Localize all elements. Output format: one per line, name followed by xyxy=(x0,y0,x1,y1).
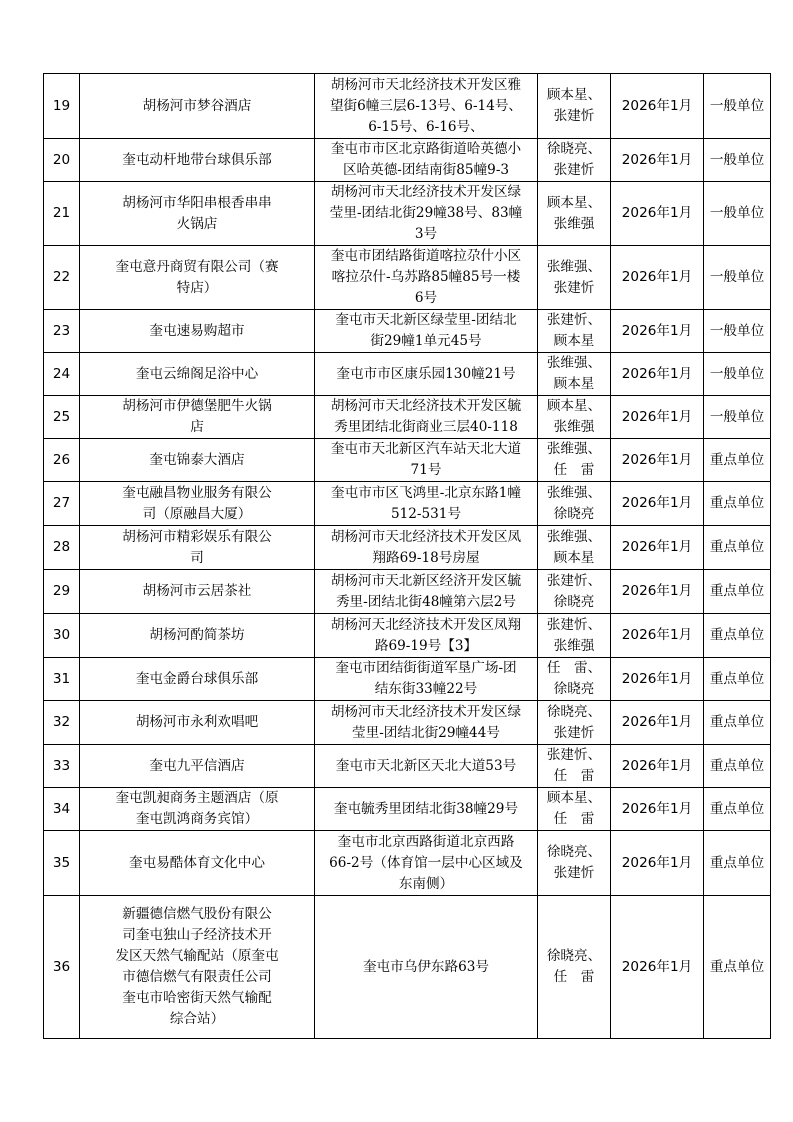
address-cell xyxy=(315,482,538,526)
unit-name-cell-line: 胡杨河市永利欢唱吧 xyxy=(135,714,259,730)
table-row xyxy=(44,614,771,658)
table-row xyxy=(44,353,771,396)
address-cell-line: 莹里-团结北街29幢44号 xyxy=(352,724,500,741)
table-row xyxy=(44,439,771,482)
date-cell: 2026年1月 xyxy=(611,788,704,831)
unit-name-cell-line: 奎屯云绵阁足浴中心 xyxy=(135,365,259,382)
inspectors-cell-line: 徐晓亮、 xyxy=(546,948,602,964)
table-row xyxy=(44,310,771,353)
address-cell xyxy=(315,526,538,570)
inspectors-cell-line: 张建忻 xyxy=(553,279,595,296)
inspectors-cell-line: 顾本星 xyxy=(553,333,595,349)
address-cell-line: 街29幢1单元45号 xyxy=(370,333,482,349)
inspectors-cell-line: 张维强、 xyxy=(546,484,602,501)
row-number-cell: 24 xyxy=(44,353,80,396)
unit-type-cell: 重点单位 xyxy=(704,570,771,614)
address-cell-line: 奎屯市团结街街道军垦广场-团 xyxy=(335,660,517,676)
unit-name-cell xyxy=(80,788,315,831)
address-cell xyxy=(315,74,538,139)
inspectors-cell-line: 顾本星、 xyxy=(546,398,602,414)
inspectors-cell-line: 张建忻、 xyxy=(546,572,602,589)
inspectors-cell xyxy=(538,74,611,139)
unit-type-cell: 重点单位 xyxy=(704,614,771,658)
unit-name-cell-line: 胡杨河市伊德堡肥牛火锅 xyxy=(122,398,272,414)
inspectors-cell-line: 任 雷 xyxy=(553,462,595,478)
inspectors-cell-line: 徐晓亮、 xyxy=(546,141,602,157)
address-cell-line: 奎屯市天北新区绿莹里-团结北 xyxy=(335,312,517,328)
row-number-cell: 19 xyxy=(44,74,80,139)
row-number-cell: 35 xyxy=(44,831,80,896)
address-cell xyxy=(315,658,538,701)
address-cell-line: 区哈英德-团结南街85幢9-3 xyxy=(342,162,510,178)
inspectors-cell-line: 顾本星、 xyxy=(546,790,602,806)
unit-name-cell xyxy=(80,310,315,353)
date-cell: 2026年1月 xyxy=(611,614,704,658)
unit-name-cell xyxy=(80,614,315,658)
inspectors-cell-line: 张建忻 xyxy=(553,162,595,178)
document-page xyxy=(43,73,770,1039)
unit-type-cell: 重点单位 xyxy=(704,745,771,788)
unit-name-cell-line: 店 xyxy=(190,419,204,435)
table-row xyxy=(44,570,771,614)
unit-name-cell xyxy=(80,482,315,526)
unit-name-cell xyxy=(80,745,315,788)
date-cell: 2026年1月 xyxy=(611,701,704,745)
inspectors-cell xyxy=(538,614,611,658)
address-cell-line: 奎屯市乌伊东路63号 xyxy=(362,958,490,975)
address-cell xyxy=(315,353,538,396)
unit-name-cell-line: 市德信燃气有限责任公司 xyxy=(122,969,272,985)
date-cell: 2026年1月 xyxy=(611,182,704,246)
address-cell xyxy=(315,831,538,896)
inspectors-cell xyxy=(538,439,611,482)
inspectors-cell-line: 张维强 xyxy=(553,419,595,435)
inspectors-cell-line: 顾本星 xyxy=(553,376,595,392)
unit-name-cell xyxy=(80,74,315,139)
inspectors-cell-line: 任 雷 xyxy=(553,768,595,784)
address-cell-line: 胡杨河市天北经济技术开发区绿 xyxy=(330,184,522,200)
inspectors-cell-line: 徐晓亮 xyxy=(553,593,595,610)
date-cell: 2026年1月 xyxy=(611,745,704,788)
row-number-cell: 28 xyxy=(44,526,80,570)
table-row xyxy=(44,139,771,182)
unit-type-cell: 重点单位 xyxy=(704,788,771,831)
address-cell-line: 66-2号（体育馆一层中心区域及 xyxy=(329,854,523,871)
address-cell xyxy=(315,246,538,310)
address-cell-line: 奎屯市市区康乐园130幢21号 xyxy=(336,365,516,382)
inspectors-cell xyxy=(538,396,611,439)
date-cell: 2026年1月 xyxy=(611,353,704,396)
unit-name-cell xyxy=(80,439,315,482)
unit-type-cell: 一般单位 xyxy=(704,139,771,182)
inspectors-cell-line: 任 雷 xyxy=(553,811,595,827)
address-cell xyxy=(315,701,538,745)
row-number-cell: 20 xyxy=(44,139,80,182)
inspectors-cell-line: 张建忻 xyxy=(553,865,595,881)
unit-name-cell-line: 胡杨河市梦谷酒店 xyxy=(142,97,252,114)
inspectors-cell-line: 张维强 xyxy=(553,215,595,232)
inspectors-cell xyxy=(538,139,611,182)
row-number-cell: 34 xyxy=(44,788,80,831)
unit-name-cell-line: 司（原融昌大厦） xyxy=(142,505,252,522)
unit-type-cell: 重点单位 xyxy=(704,482,771,526)
unit-name-cell xyxy=(80,526,315,570)
inspectors-cell-line: 徐晓亮 xyxy=(553,681,595,697)
units-table xyxy=(43,73,771,1039)
unit-type-cell: 重点单位 xyxy=(704,658,771,701)
row-number-cell: 27 xyxy=(44,482,80,526)
table-row xyxy=(44,788,771,831)
address-cell xyxy=(315,614,538,658)
address-cell-line: 71号 xyxy=(410,462,442,478)
address-cell xyxy=(315,139,538,182)
date-cell: 2026年1月 xyxy=(611,246,704,310)
inspectors-cell-line: 张维强、 xyxy=(546,258,602,275)
unit-name-cell-line: 司奎屯独山子经济技术开 xyxy=(122,927,272,943)
row-number-cell: 26 xyxy=(44,439,80,482)
inspectors-cell-line: 张建忻、 xyxy=(546,312,602,328)
address-cell xyxy=(315,896,538,1039)
address-cell-line: 望街6幢三层6-13号、6-14号、 xyxy=(329,97,523,114)
date-cell: 2026年1月 xyxy=(611,482,704,526)
unit-type-cell: 一般单位 xyxy=(704,182,771,246)
address-cell xyxy=(315,310,538,353)
inspectors-cell-line: 顾本星、 xyxy=(546,194,602,211)
unit-name-cell-line: 新疆德信燃气股份有限公 xyxy=(122,906,272,922)
unit-name-cell-line: 胡杨河市精彩娱乐有限公 xyxy=(122,528,272,545)
address-cell xyxy=(315,745,538,788)
row-number-cell: 29 xyxy=(44,570,80,614)
unit-name-cell xyxy=(80,570,315,614)
inspectors-cell-line: 任 雷、 xyxy=(546,660,602,676)
unit-name-cell-line: 奎屯动杆地带台球俱乐部 xyxy=(122,151,272,168)
row-number-cell: 32 xyxy=(44,701,80,745)
address-cell-line: 喀拉尕什-乌苏路85幢85号一楼 xyxy=(331,269,521,285)
address-cell-line: 奎屯市市区北京路街道哈英德小 xyxy=(330,141,522,157)
inspectors-cell xyxy=(538,182,611,246)
unit-name-cell xyxy=(80,701,315,745)
row-number-cell: 31 xyxy=(44,658,80,701)
table-row xyxy=(44,74,771,139)
address-cell-line: 3号 xyxy=(414,226,438,242)
unit-type-cell: 重点单位 xyxy=(704,831,771,896)
row-number-cell: 21 xyxy=(44,182,80,246)
row-number-cell: 25 xyxy=(44,396,80,439)
unit-name-cell-line: 胡杨河市华阳串根香串串 xyxy=(122,194,272,211)
inspectors-cell-line: 张维强 xyxy=(553,637,595,654)
unit-name-cell xyxy=(80,396,315,439)
unit-name-cell-line: 火锅店 xyxy=(176,215,218,232)
address-cell-line: 6号 xyxy=(414,290,438,306)
date-cell: 2026年1月 xyxy=(611,526,704,570)
address-cell-line: 奎屯市北京西路街道北京西路 xyxy=(337,833,515,850)
date-cell: 2026年1月 xyxy=(611,570,704,614)
table-row xyxy=(44,482,771,526)
unit-name-cell-line: 奎屯易酷体育文化中心 xyxy=(129,854,265,871)
date-cell: 2026年1月 xyxy=(611,658,704,701)
date-cell: 2026年1月 xyxy=(611,439,704,482)
table-row xyxy=(44,658,771,701)
inspectors-cell xyxy=(538,526,611,570)
row-number-cell: 23 xyxy=(44,310,80,353)
inspectors-cell-line: 张建忻 xyxy=(553,724,595,741)
address-cell-line: 莹里-团结北街29幢38号、83幢 xyxy=(329,205,523,221)
address-cell-line: 胡杨河市天北经济技术开发区雅 xyxy=(330,76,522,93)
row-number-cell: 30 xyxy=(44,614,80,658)
unit-type-cell: 重点单位 xyxy=(704,701,771,745)
address-cell xyxy=(315,396,538,439)
address-cell-line: 512-531号 xyxy=(390,505,462,522)
inspectors-cell-line: 张维强、 xyxy=(546,355,602,371)
date-cell: 2026年1月 xyxy=(611,831,704,896)
unit-name-cell-line: 胡杨河酌简茶坊 xyxy=(149,627,245,643)
unit-type-cell: 重点单位 xyxy=(704,439,771,482)
unit-type-cell: 重点单位 xyxy=(704,896,771,1039)
date-cell: 2026年1月 xyxy=(611,310,704,353)
address-cell xyxy=(315,439,538,482)
inspectors-cell xyxy=(538,745,611,788)
unit-type-cell: 重点单位 xyxy=(704,526,771,570)
date-cell: 2026年1月 xyxy=(611,396,704,439)
table-row xyxy=(44,182,771,246)
table-row xyxy=(44,896,771,1039)
address-cell-line: 胡杨河市天北经济技术开发区毓 xyxy=(330,398,522,414)
inspectors-cell-line: 顾本星、 xyxy=(546,87,602,103)
inspectors-cell xyxy=(538,246,611,310)
unit-name-cell-line: 奎屯凯鸿商务宾馆） xyxy=(135,811,259,827)
address-cell-line: 奎屯市天北新区汽车站天北大道 xyxy=(330,441,522,457)
inspectors-cell xyxy=(538,896,611,1039)
inspectors-cell-line: 张维强、 xyxy=(546,528,602,545)
date-cell: 2026年1月 xyxy=(611,896,704,1039)
address-cell-line: 胡杨河市天北经济技术开发区凤 xyxy=(330,528,522,545)
inspectors-cell xyxy=(538,570,611,614)
table-body xyxy=(44,74,771,1039)
inspectors-cell xyxy=(538,310,611,353)
row-number-cell: 36 xyxy=(44,896,80,1039)
address-cell-line: 奎屯市天北新区天北大道53号 xyxy=(335,757,517,774)
address-cell-line: 翔路69-18号房屋 xyxy=(372,549,480,566)
inspectors-cell-line: 顾本星 xyxy=(553,549,595,566)
inspectors-cell xyxy=(538,482,611,526)
inspectors-cell-line: 张建忻、 xyxy=(546,616,602,633)
inspectors-cell xyxy=(538,788,611,831)
unit-name-cell xyxy=(80,246,315,310)
inspectors-cell-line: 徐晓亮、 xyxy=(546,703,602,720)
address-cell-line: 奎屯市团结路街道喀拉尕什小区 xyxy=(330,248,522,264)
address-cell-line: 胡杨河市天北经济技术开发区绿 xyxy=(330,703,522,720)
unit-name-cell-line: 奎屯锦泰大酒店 xyxy=(149,451,245,468)
inspectors-cell-line: 任 雷 xyxy=(553,969,595,985)
inspectors-cell xyxy=(538,831,611,896)
unit-type-cell: 一般单位 xyxy=(704,396,771,439)
unit-name-cell-line: 司 xyxy=(190,549,204,566)
table-row xyxy=(44,526,771,570)
address-cell-line: 路69-19号【3】 xyxy=(374,637,478,654)
unit-name-cell-line: 奎屯速易购超市 xyxy=(149,322,245,339)
unit-name-cell-line: 胡杨河市云居茶社 xyxy=(142,583,252,599)
unit-name-cell-line: 综合站） xyxy=(169,1011,225,1027)
date-cell: 2026年1月 xyxy=(611,74,704,139)
inspectors-cell-line: 徐晓亮 xyxy=(553,505,595,522)
inspectors-cell-line: 徐晓亮、 xyxy=(546,844,602,860)
inspectors-cell-line: 张建忻 xyxy=(553,108,595,124)
row-number-cell: 33 xyxy=(44,745,80,788)
inspectors-cell xyxy=(538,353,611,396)
address-cell-line: 奎屯毓秀里团结北街38幢29号 xyxy=(333,800,519,817)
address-cell-line: 结东街33幢22号 xyxy=(374,681,478,697)
unit-type-cell: 一般单位 xyxy=(704,310,771,353)
unit-name-cell xyxy=(80,831,315,896)
unit-type-cell: 一般单位 xyxy=(704,74,771,139)
row-number-cell: 22 xyxy=(44,246,80,310)
unit-name-cell xyxy=(80,353,315,396)
table-row xyxy=(44,745,771,788)
table-row xyxy=(44,701,771,745)
address-cell xyxy=(315,182,538,246)
inspectors-cell xyxy=(538,701,611,745)
unit-name-cell-line: 奎屯金爵台球俱乐部 xyxy=(135,670,259,687)
inspectors-cell xyxy=(538,658,611,701)
unit-name-cell xyxy=(80,139,315,182)
address-cell-line: 6-15号、6-16号、 xyxy=(368,118,484,135)
address-cell xyxy=(315,570,538,614)
unit-name-cell-line: 奎屯融昌物业服务有限公 xyxy=(122,484,272,501)
unit-name-cell xyxy=(80,896,315,1039)
table-row xyxy=(44,831,771,896)
address-cell-line: 胡杨河天北经济技术开发区凤翔 xyxy=(330,616,522,633)
inspectors-cell-line: 张维强、 xyxy=(546,441,602,457)
address-cell xyxy=(315,788,538,831)
unit-name-cell xyxy=(80,182,315,246)
address-cell-line: 东南侧） xyxy=(398,875,454,892)
address-cell-line: 胡杨河市天北新区经济开发区毓 xyxy=(330,572,522,589)
unit-name-cell-line: 特店） xyxy=(176,279,218,296)
unit-name-cell-line: 奎屯凯昶商务主题酒店（原 xyxy=(115,790,279,806)
unit-name-cell-line: 奎屯意丹商贸有限公司（赛 xyxy=(115,258,279,275)
unit-type-cell: 一般单位 xyxy=(704,246,771,310)
unit-name-cell xyxy=(80,658,315,701)
table-row xyxy=(44,396,771,439)
unit-name-cell-line: 奎屯九平信酒店 xyxy=(149,757,245,774)
unit-type-cell: 一般单位 xyxy=(704,353,771,396)
inspectors-cell-line: 张建忻、 xyxy=(546,747,602,763)
address-cell-line: 秀里-团结北街48幢第六层2号 xyxy=(335,593,517,610)
unit-name-cell-line: 奎屯市哈密街天然气输配 xyxy=(122,990,272,1006)
address-cell-line: 奎屯市市区飞鸿里-北京东路1幢 xyxy=(331,484,521,501)
address-cell-line: 秀里团结北街商业三层40-118 xyxy=(334,419,518,435)
unit-name-cell-line: 发区天然气输配站（原奎屯 xyxy=(115,948,279,964)
date-cell: 2026年1月 xyxy=(611,139,704,182)
table-row xyxy=(44,246,771,310)
